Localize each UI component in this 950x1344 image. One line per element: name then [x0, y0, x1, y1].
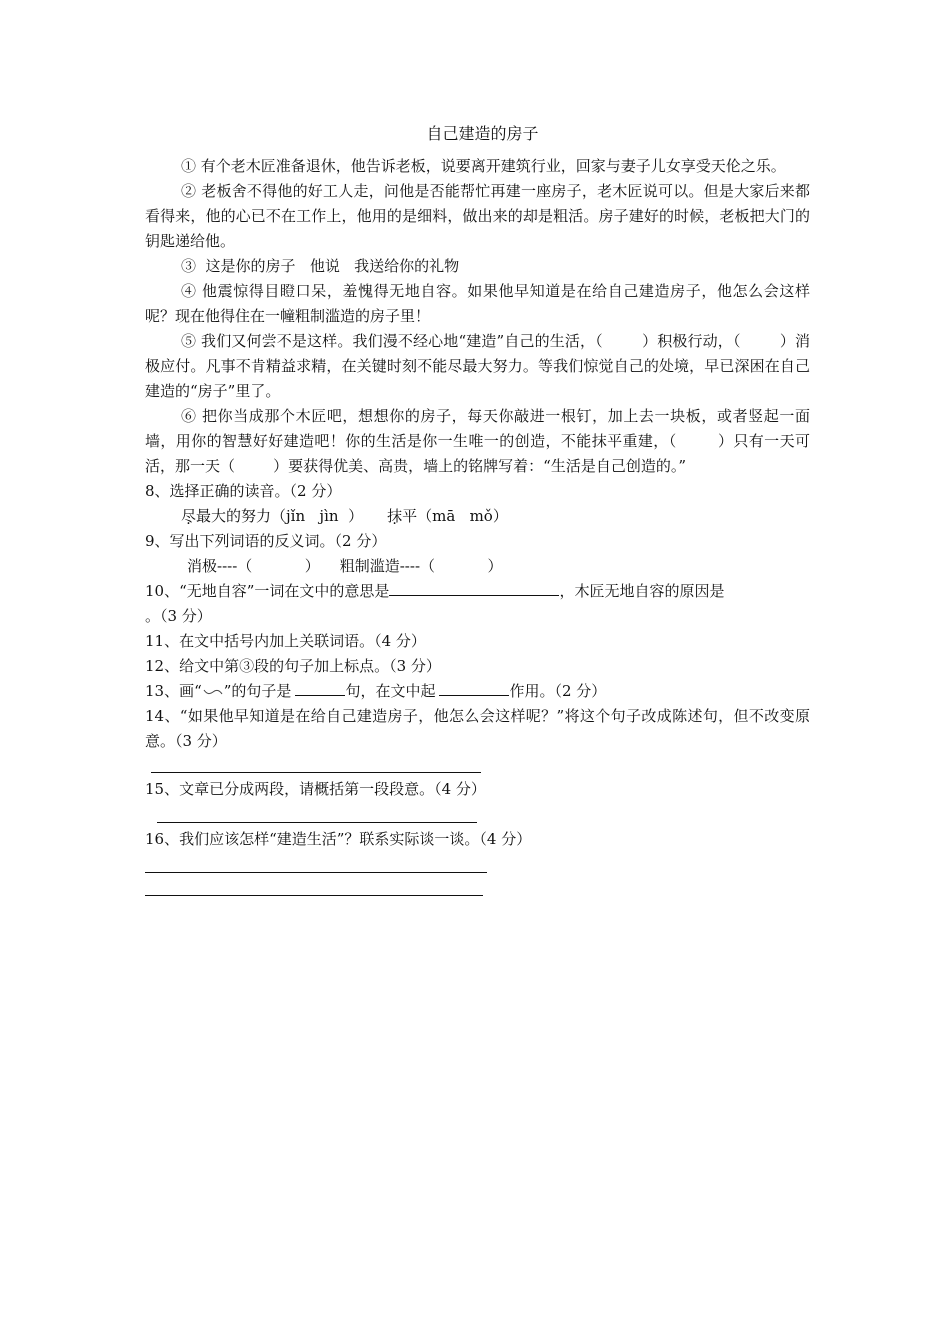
question-8-options [145, 504, 810, 529]
wavy-underline-icon [202, 686, 224, 698]
answer-line[interactable] [157, 802, 477, 823]
question-8: 8、选择正确的读音。（2 分） [145, 482, 342, 500]
paragraph-3: ③ 这是你的房子 他说 我送给你的礼物 [181, 257, 460, 275]
question-10-suffix: ，木匠无地自容的原因是 [559, 582, 725, 600]
question-9-items [145, 554, 810, 579]
document-title: 自己建造的房子 [426, 124, 539, 143]
pronunciation-option-2: 平（mā mǒ） [402, 507, 508, 525]
paragraph-5: ⑤ 我们又何尝不是这样。我们漫不经心地“建造”自己的生活，（ ）积极行动，（ ）消极应付。凡事不肯精益求精，在关键时刻不能尽最大努力。等我们惊觉自己的处境，早已深困在自己建造的“房子”里了。 [145, 332, 810, 400]
question-13-middle-2: 句，在文中起 [345, 682, 436, 700]
answer-line[interactable] [145, 852, 487, 873]
question-16: 16、我们应该怎样“建造生活”？联系实际谈一谈。（4 分） [145, 830, 532, 848]
question-10-tail: 。（3 分） [145, 607, 212, 625]
paragraph-1: ① 有个老木匠准备退休，他告诉老板，说要离开建筑行业，回家与妻子儿女享受天伦之乐。 [181, 157, 786, 175]
question-10 [145, 579, 810, 629]
pronunciation-char-2: 抹 [387, 507, 403, 525]
question-9: 9、写出下列词语的反义词。（2 分） [145, 532, 387, 550]
question-12: 12、给文中第③段的句子加上标点。（3 分） [145, 657, 441, 675]
answer-blank[interactable] [295, 679, 345, 696]
paragraph-6: ⑥ 把你当成那个木匠吧，想想你的房子，每天你敲进一根钉，加上去一块板，或者竖起一面墙，用你的智慧好好建造吧！你的生活是你一生唯一的创造，不能抹平重建，（ ）只有一天可活，那一天（ ）要获得优美、高贵，墙上的铭牌写着：“生活是自己创造的。” [145, 407, 810, 475]
paragraph-2: ② 老板舍不得他的好工人走，问他是否能帮忙再建一座房子，老木匠说可以。但是大家后来都看得来，他的心已不在工作上，他用的是细料，做出来的却是粗活。房子建好的时候，老板把大门的钥匙递给他。 [145, 182, 810, 250]
question-11: 11、在文中括号内加上关联词语。（4 分） [145, 632, 426, 650]
answer-line[interactable] [151, 754, 481, 773]
question-13-prefix: 13、画“ [145, 682, 202, 700]
antonym-item-2: 粗制滥造----（ ） [339, 557, 503, 575]
answer-line[interactable] [145, 873, 483, 896]
question-13-suffix: 作用。（2 分） [509, 682, 607, 700]
antonym-item-1: 消极----（ ） [187, 557, 320, 575]
question-13-middle-1: ”的句子是 [223, 682, 292, 700]
question-15: 15、文章已分成两段，请概括第一段段意。（4 分） [145, 780, 486, 798]
question-14: 14、“如果他早知道是在给自己建造房子，他怎么会这样呢？”将这个句子改成陈述句，但不改变原意。（3 分） [145, 707, 810, 750]
paragraph-4: ④ 他震惊得目瞪口呆，羞愧得无地自容。如果他早知道是在给自己建造房子，他怎么会这样呢？现在他得住在一幢粗制滥造的房子里！ [145, 282, 810, 325]
answer-blank[interactable] [389, 579, 559, 596]
answer-blank[interactable] [439, 679, 509, 696]
pronunciation-option-1: 最大的努力（jǐn jìn ） [196, 507, 364, 525]
document-page [145, 120, 810, 896]
pronunciation-char-1: 尽 [181, 507, 197, 525]
question-13 [145, 679, 810, 704]
question-10-prefix: 10、“无地自容”一词在文中的意思是 [145, 582, 390, 600]
